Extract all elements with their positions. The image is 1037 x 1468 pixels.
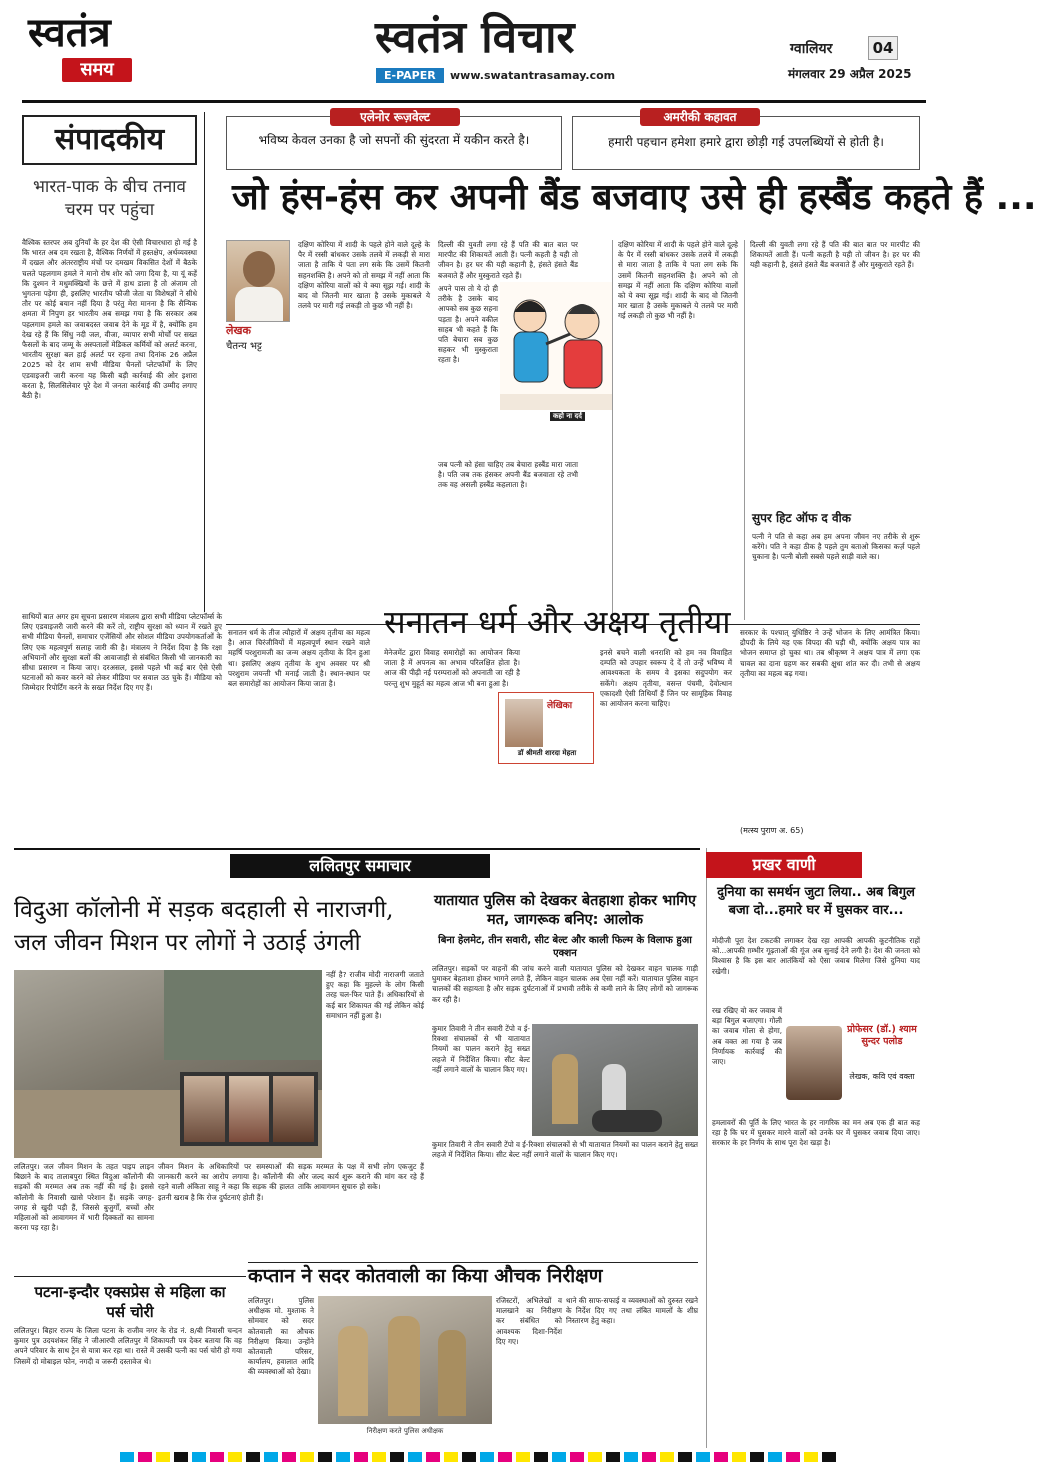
color-swatch [120, 1452, 134, 1462]
color-swatch [390, 1452, 404, 1462]
editorial-body-2: साथियों बात अगर हम सूचना प्रसारण मंत्रालय द्वारा सभी मीडिया प्लेटफॉर्म्स के लिए एडवाइजरी जारी करने की करें तो, राष्ट्रीय सुरक्षा को ध्यान में रखते हुए सभी मीडिया चैनलों, समाचार एजेंसियों और सोशल मीडिया उपयोगकर्ताओं के लिए एक महत्वपूर्ण सलाह जारी की है। मंत्रालय ने निर्देश दिया है कि रक्षा अभियानों और सुरक्षा बलों की आवाजाही से संबंधित किसी भी जानकारी का सीधा प्रसारण न किया जाए। दरअसल, इससे पहले भी कई बार ऐसे ऐसी घटनाओं को कवर करने को लेकर मीडिया पर सवाल उठ चुके हैं। मीडिया को जिम्मेदार रिपोर्टिंग करने के सख्त निर्देश दिए गए हैं। [22, 612, 222, 693]
author-name: चैतन्य भट्ट [226, 341, 262, 352]
author-photo-face [243, 251, 275, 287]
color-swatch [246, 1452, 260, 1462]
feature-body-4: जब पत्नी को हंसा चाहिए तब बेचारा हस्बैंड मारा जाता है। पति जब तक हंसकर अपनी बैंड बजवाता रहे तभी तक वह असली हस्बैंड कहलाता है। [438, 460, 578, 490]
issue-date: मंगलवार 29 अप्रैल 2025 [788, 67, 912, 81]
kaptan-headline: कप्तान ने सदर कोतवाली का किया औचक निरीक्षण [248, 1265, 603, 1287]
edition-city: ग्वालियर [790, 41, 833, 57]
color-swatch [354, 1452, 368, 1462]
quote-text-2: हमारी पहचान हमेशा हमारे द्वारा छोड़ी गई उपलब्धियों से होती है। [608, 135, 884, 149]
color-swatch [336, 1452, 350, 1462]
color-swatch [264, 1452, 278, 1462]
feature-body-2: दिल्ली की युवती लगा रहे हैं पति की बात बात पर मारपीट की शिकायतें आती हैं। पत्नी कहती है यही तो जीवन है। हर घर की यही कहानी है, हंसते हंसते बैंड बजवाते हैं और मुस्कुराते रहते हैं। [438, 240, 578, 280]
epaper-badge[interactable]: E-PAPER [376, 68, 444, 83]
lalitpur-headline: विदुआ कॉलोनी में सड़क बदहाली से नाराजगी, जल जीवन मिशन पर लोगों ने उठाई उंगली [14, 897, 394, 956]
author-photo [226, 240, 290, 322]
sanatan-body-4: सरकार के पश्चात् युधिष्ठिर ने उन्हें भोजन के लिए आमंत्रित किया। द्रौपदी के लिये यह एक विपदा की घड़ी थी, क्योंकि अक्षय पात्र का भोजन समाप्त हो चुका था। तब श्रीकृष्ण ने अक्षय पात्र में लगा एक चावल का दाना ग्रहण कर सबकी क्षुधा शांत कर दी। तभी से अक्षय तृतीया का महत्व बढ़ गया। [740, 628, 920, 678]
logo-badge: समय [62, 58, 132, 82]
super-hit-title: सुपर हिट ऑफ द वीक [752, 511, 851, 525]
traffic-photo [532, 1024, 698, 1136]
kaptan-body-3: थाने की साफ-सफाई व व्यवस्थाओं को दुरुस्त रखने के निर्देश दिए गए तथा लंबित मामलों के शीघ्र निस्तारण हेतु कहा। [566, 1296, 698, 1326]
prakhar-section-label: प्रखर वाणी [706, 852, 862, 878]
feature-body: दक्षिण कोरिया में शादी के पहले होने वाले दूल्हे के पैर में रस्सी बांधकर उसके तलवे में लकड़ी से मारा जाता है ताकि ये पता लग सके कि उसमें कितनी सहनशक्ति है। अपने को तो समझ में नहीं आता कि दक्षिण कोरिया वालों को ये क्या सूझ गई। शादी के बाद वो जितनी मार खाता है उसके मुकाबले ये तलवे पर मारी गई लकड़ी तो कुछ भी नहीं है। [298, 240, 430, 311]
inset-portraits [180, 1072, 318, 1146]
color-swatch [552, 1452, 566, 1462]
color-swatch [804, 1452, 818, 1462]
column-divider [204, 112, 205, 612]
lalitpur-section-label: ललितपुर समाचार [230, 854, 490, 878]
color-swatch [372, 1452, 386, 1462]
sanatan-author-label: लेखिका [547, 701, 573, 711]
color-swatch [606, 1452, 620, 1462]
sanatan-author-box [498, 692, 594, 764]
color-swatch [714, 1452, 728, 1462]
color-swatch [750, 1452, 764, 1462]
masthead [0, 0, 945, 110]
color-swatch [228, 1452, 242, 1462]
officer-figure [552, 1054, 578, 1124]
kaptan-photo [318, 1296, 492, 1424]
color-swatch [534, 1452, 548, 1462]
lalitpur-body-3: नहीं है? राजीव मोदी नाराजगी जताते हुए कहा कि मुहल्ले के लोग किसी तरह चल-फिर पाते हैं। अधिकारियों से कई बार शिकायत की गई लेकिन कोई समाधान नहीं हुआ है। [326, 970, 424, 1020]
cartoon-illustration [500, 282, 612, 410]
color-swatch [660, 1452, 674, 1462]
sanatan-author-name: डॉ श्रीमती शारदा मेहता [517, 749, 577, 757]
prakhar-author-role: लेखक, कवि एवं वक्ता [849, 1072, 915, 1081]
color-swatch [192, 1452, 206, 1462]
cartoon [500, 282, 612, 410]
color-swatch [642, 1452, 656, 1462]
patna-headline: पटना-इन्दौर एक्सप्रेस से महिला का पर्स चोरी [34, 1283, 226, 1321]
color-swatch [408, 1452, 422, 1462]
editorial-label: संपादकीय [54, 122, 165, 157]
kaptan-photo-caption: निरीक्षण करते पुलिस अधीक्षक [366, 1427, 444, 1435]
officer-2 [388, 1316, 420, 1416]
sanatan-body: सनातन धर्म के तीज त्यौहारों में अक्षय तृतीया का महत्व है। आज चिरंजीवियों में महत्वपूर्ण स्थान रखने वाले महर्षि परशुरामजी का जन्म अक्षय तृतीया के दिन हुआ था। इसलिए अक्षय तृतीया के शुभ अवसर पर श्री परशुराम जयन्ती भी मनाई जाती है। स्थान-स्थान पर बल समारोहों का आयोजन किया जाता है। [228, 628, 370, 689]
author-label: लेखक [226, 324, 251, 337]
cartoon-caption: कहो ना दर्द [550, 412, 585, 421]
prakhar-author-photo [786, 1026, 842, 1100]
color-swatch [156, 1452, 170, 1462]
sanatan-source: (मत्स्य पुराण अ. 65) [740, 826, 804, 835]
sanatan-body-3: इनसे बचने वाली धनराशि को हम नव विवाहित दम्पति को उपहार स्वरूप दे दें तो उन्हें भविष्य में आवश्यकता के समय वे इसका सदुपयोग कर सकेंगे। अक्षय तृतीया, वसन्त पंचमी, देवोत्थान एकादशी ऐसी तिथियाँ हैं जिन पर सामूहिक विवाह का आयोजन करना चाहिए। [600, 648, 732, 709]
color-swatch [570, 1452, 584, 1462]
page-title: स्वतंत्र विचार [375, 12, 575, 63]
quote-label-2: अमरीकी कहावत [640, 108, 760, 126]
lalitpur-body-4: सड़क मरम्मत के पक्ष में सभी लोग एकजुट हैं और जल्द कार्य शुरू कराने की मांग कर रहे हैं ताकि आवागमन सुचारु हो सके। [298, 1162, 424, 1192]
color-swatch [768, 1452, 782, 1462]
color-swatch [462, 1452, 476, 1462]
feature-divider [612, 240, 613, 620]
portrait-3 [273, 1076, 314, 1142]
color-swatch [480, 1452, 494, 1462]
houses [164, 970, 322, 1060]
color-swatch [318, 1452, 332, 1462]
logo-text: स्वतंत्र [28, 9, 111, 56]
site-url[interactable]: www.swatantrasamay.com [450, 69, 616, 82]
officer-3 [438, 1330, 466, 1416]
lalitpur-body-2: जीवन मिशन के अधिकारियों पर समस्याओं की जानकारी करने का आरोप लगाया है। कॉलोनी की रहने वाली अंकिता साहू ने कहा कि सड़क की हालत इतनी खराब है कि रोज दुर्घटनाएं होती हैं। [158, 1162, 294, 1202]
quote-text-1: भविष्य केवल उनका है जो सपनों की सुंदरता में यकीन करते है। [258, 133, 530, 147]
officer-1 [338, 1326, 368, 1416]
masthead-rule [22, 100, 926, 103]
right-column-divider [706, 848, 707, 1448]
traffic-body-2: कुमार तिवारी ने तीन सवारी टेंपो व ई-रिक्शा संचालकों से भी यातायात नियमों का पालन कराने हेतु सख्त लहजे में निर्देशित किया। सीट बेल्ट नहीं लगाने वालों के चालान किए गए। [432, 1140, 698, 1160]
author-photo-shirt [235, 287, 283, 321]
feature-body-3: अपने पास तो ये दो ही तरीके है उसके बाद आपको सब कुछ सहना पड़ता है। अपने वकील साहब भी कहते हैं कि पति बेचारा सब कुछ सहकर भी मुस्कुराता रहता है। [438, 284, 498, 365]
color-swatch [498, 1452, 512, 1462]
traffic-body-col: कुमार तिवारी ने तीन सवारी टेंपो व ई-रिक्शा संचालकों से भी यातायात नियमों का पालन कराने हेतु सख्त लहजे में निर्देशित किया। सीट बेल्ट नहीं लगाने वालों के चालान किए गए। [432, 1024, 530, 1074]
feature-body-continued: दक्षिण कोरिया में शादी के पहले होने वाले दूल्हे के पैर में रस्सी बांधकर उसके तलवे में लकड़ी से मारा जाता है ताकि ये पता लग सके कि उसमें कितनी सहनशक्ति है। अपने को तो समझ में नहीं आता कि दक्षिण कोरिया वालों को ये क्या सूझ गई। शादी के बाद वो जितनी मार खाता है उसके मुकाबले ये तलवे पर मारी गई लकड़ी तो कुछ भी नहीं है। [618, 240, 738, 321]
portrait-1 [184, 1076, 225, 1142]
color-swatch [282, 1452, 296, 1462]
sanatan-author-photo [505, 699, 543, 747]
feature-headline: जो हंस-हंस कर अपनी बैंड बजवाए उसे ही हस्बैंड कहते हैं ... [232, 177, 1037, 218]
color-swatch [210, 1452, 224, 1462]
traffic-headline: यातायात पुलिस को देखकर बेतहाशा होकर भागिए मत, जागरूक बनिए: आलोक [433, 893, 697, 928]
color-swatch [138, 1452, 152, 1462]
sanatan-body-2: मेनेजमेंट द्वारा विवाह समारोहों का आयोजन किया जाता है में अपनत्व का अभाव परिलक्षित होता है। आज की पीढ़ी नई परम्पराओं को अपनाती जा रही है परन्तु शुभ मुहूर्त का महत्व आज भी बना हुआ है। [384, 648, 520, 688]
traffic-subhead: बिना हेलमेट, तीन सवारी, सीट बेल्ट और काली फिल्म के विलाफ हुआ एक्शन [438, 935, 692, 959]
kaptan-body-2: रजिस्टरों, अभिलेखों व मालखाने का निरीक्षण कर संबंधित को आवश्यक दिशा-निर्देश दिए गए। [496, 1296, 562, 1346]
traffic-body: ललितपुर। सड़कों पर वाहनों की जांच करने वाली यातायात पुलिस को देखकर वाहन चालक गाड़ी घुमाकर बेहताशा होकर भागने लगते हैं, लेकिन वाहन चालक अब ऐसा नहीं करें। यातायात पुलिस वाहन चालकों की सहायता है और सड़क दुर्घटनाओं में प्रभावी तरीके से कमी लाने के लिए लोगों को जागरूक कर रही है। [432, 964, 698, 1004]
color-swatch [444, 1452, 458, 1462]
color-swatch [786, 1452, 800, 1462]
feature-divider-2 [744, 240, 745, 620]
sanatan-headline: सनातन धर्म और अक्षय तृतीया [384, 603, 731, 641]
patna-body: ललितपुर। बिहार राज्य के जिला पटना के राजीव नगर के रोड नं. 8/बी निवासी चन्दन कुमार पुत्र उदयशंकर सिंह ने जीआरपी ललितपुर में शिकायती पत्र देकर बताया कि वह अपने परिवार के साथ ट्रेन से यात्रा कर रहा था। रास्ते में उसकी पत्नी का पर्स चोरी हो गया जिसमें दो मोबाइल फोन, नगदी व जरूरी दस्तावेज थे। [14, 1326, 242, 1366]
prakhar-author-box [786, 1006, 920, 1104]
color-swatch [696, 1452, 710, 1462]
color-swatch [300, 1452, 314, 1462]
prakhar-author-name: प्रोफेसर (डॉ.) श्याम सुन्दर पलोड [847, 1024, 917, 1047]
color-swatch [174, 1452, 188, 1462]
editorial-body: वैश्विक स्तरपर अब दुनियाँ के हर देश की ऐसी विचारधारा हो गई है कि भारत अब दम रखता है, वैश्विक निर्णयों में हस्तक्षेप, अर्थव्यवस्था में दखल और अंतरराष्ट्रीय मंचों पर दमखम विकसित देशों में बैठके चलते पहलगाम हमले ने मानो रोष शोर को जगा दिया है, या यूं कहें कि दुश्मन ने मधुमक्खियों के छत्ते में हाथ डाला है तो अंजाम तो भुगतना पड़ेगा ही, इसलिए भारतीय फौजी जेता या विशेषज्ञों ने सीधे तौर पर कोई बयान नहीं दिया है परंतु मेरा मानना है कि सैन्यिक क्षमता में निपुण हर भारतीय अब समझ गया है कि सरकार अब पहलगाम हमले का जवाबदस्त जवाब देने के मूड में है, क्योंकि हम देख रहे हैं कि सिंधु नदी जल, वीजा, व्यापार सभी मोर्चों पर सख्त फैसलों के बाद जम्मू के अस्पतालों मेडिकल कर्मियों को अलर्ट करना, भारतीय सुरक्षा बल हाई अलर्ट पर रहना तथा दिनांक 26 अप्रैल 2025 को देर शाम सभी मीडिया चैनलों प्लेटफॉर्मों के लिए एडवाइजरी जारी करना यह किसी बड़ी कार्रवाई की ओर इशारा करता है, सिलसिलेवार पूरे देश में जनता कार्रवाई की उम्मीद लगाए बैठी है। [22, 238, 197, 401]
patna-rule [14, 1276, 246, 1277]
color-swatch [588, 1452, 602, 1462]
lalitpur-rule [14, 848, 700, 850]
editorial-headline: भारत-पाक के बीच तनाव चरम पर पहुंचा [32, 177, 186, 220]
motorbike [592, 1110, 662, 1132]
color-swatch [516, 1452, 530, 1462]
page-number: 04 [868, 36, 898, 60]
prakhar-headline: दुनिया का समर्थन जुटा लिया.. अब बिगुल बजा दो...हमारे घर में घुसकर वार... [717, 885, 915, 918]
super-hit-text: पत्नी ने पति से कहा अब हम अपना जीवन नए तरीके से शुरू करेंगे। पति ने कहा ठीक है पहले तुम बताओ किसका कर्ज़ पहले चुकाना है। पत्नी बोली सबसे पहले साड़ी वाले का। [752, 532, 920, 562]
color-swatch [822, 1452, 836, 1462]
quote-label-1: एलेनोर रूज़वेल्ट [330, 108, 460, 126]
kaptan-body: ललितपुर। पुलिस अधीक्षक मो. मुश्ताक ने सोमवार को सदर कोतवाली का औचक निरीक्षण किया। उन्होंने कोतवाली परिसर, कार्यालय, हवालात आदि की व्यवस्थाओं को देखा। [248, 1296, 314, 1377]
prakhar-body-3: हमलावरों की पूर्ति के लिए भारत के हर नागरिक का मन अब एक ही बात कह रहा है कि घर में घुसकर मारने वालों को उनके घर में घुसकर जवाब दिया जाए। सरकार के हर निर्णय के साथ पूरा देश खड़ा है। [712, 1118, 920, 1148]
portrait-2 [229, 1076, 270, 1142]
prakhar-body: मोदीजी पूरा देश टकटकी लगाकर देख रहा आपकी आपकी कूटनीतिक राहों को...आपकी ग़म्भीर गूढ़ताओं की गूंज अब सुनाई देने लगी है। देश की जनता को विश्वास है कि इस बार आतंकियों को ऐसा जवाब मिलेगा जिसे दुनिया याद रखेगी। [712, 936, 920, 976]
feature-body-right: दिल्ली की युवती लगा रहे हैं पति की बात बात पर मारपीट की शिकायतें आती हैं। पत्नी कहती है यही तो जीवन है। हर घर की यही कहानी है, हंसते हंसते बैंड बजवाते हैं और मुस्कुराते रहते हैं। [750, 240, 920, 270]
color-swatch [732, 1452, 746, 1462]
color-swatch [624, 1452, 638, 1462]
color-swatch [426, 1452, 440, 1462]
color-swatch [678, 1452, 692, 1462]
color-registration-bar [120, 1452, 840, 1462]
prakhar-body-2: रख रखिए वो कर जवाब में बड़ा बिगुल बजाएगा। गोली का जवाब गोला से होगा, अब वक्त आ गया है जब निर्णायक कार्रवाई की जाए। [712, 1006, 782, 1067]
lalitpur-body: ललितपुर। जल जीवन मिशन के तहत पाइप लाइन बिछाने के बाद तालाबपुरा स्थित विदुआ कॉलोनी की सड़कों की मरम्मत अब तक नहीं की गई है। इससे कॉलोनी के निवासी खासे परेशान हैं। सड़कें जगह-जगह से खुदी पड़ी हैं, जिससे बुजुर्गों, बच्चों और महिलाओं को आवागमन में भारी दिक्कतों का सामना करना पड़ रहा है। [14, 1162, 154, 1233]
